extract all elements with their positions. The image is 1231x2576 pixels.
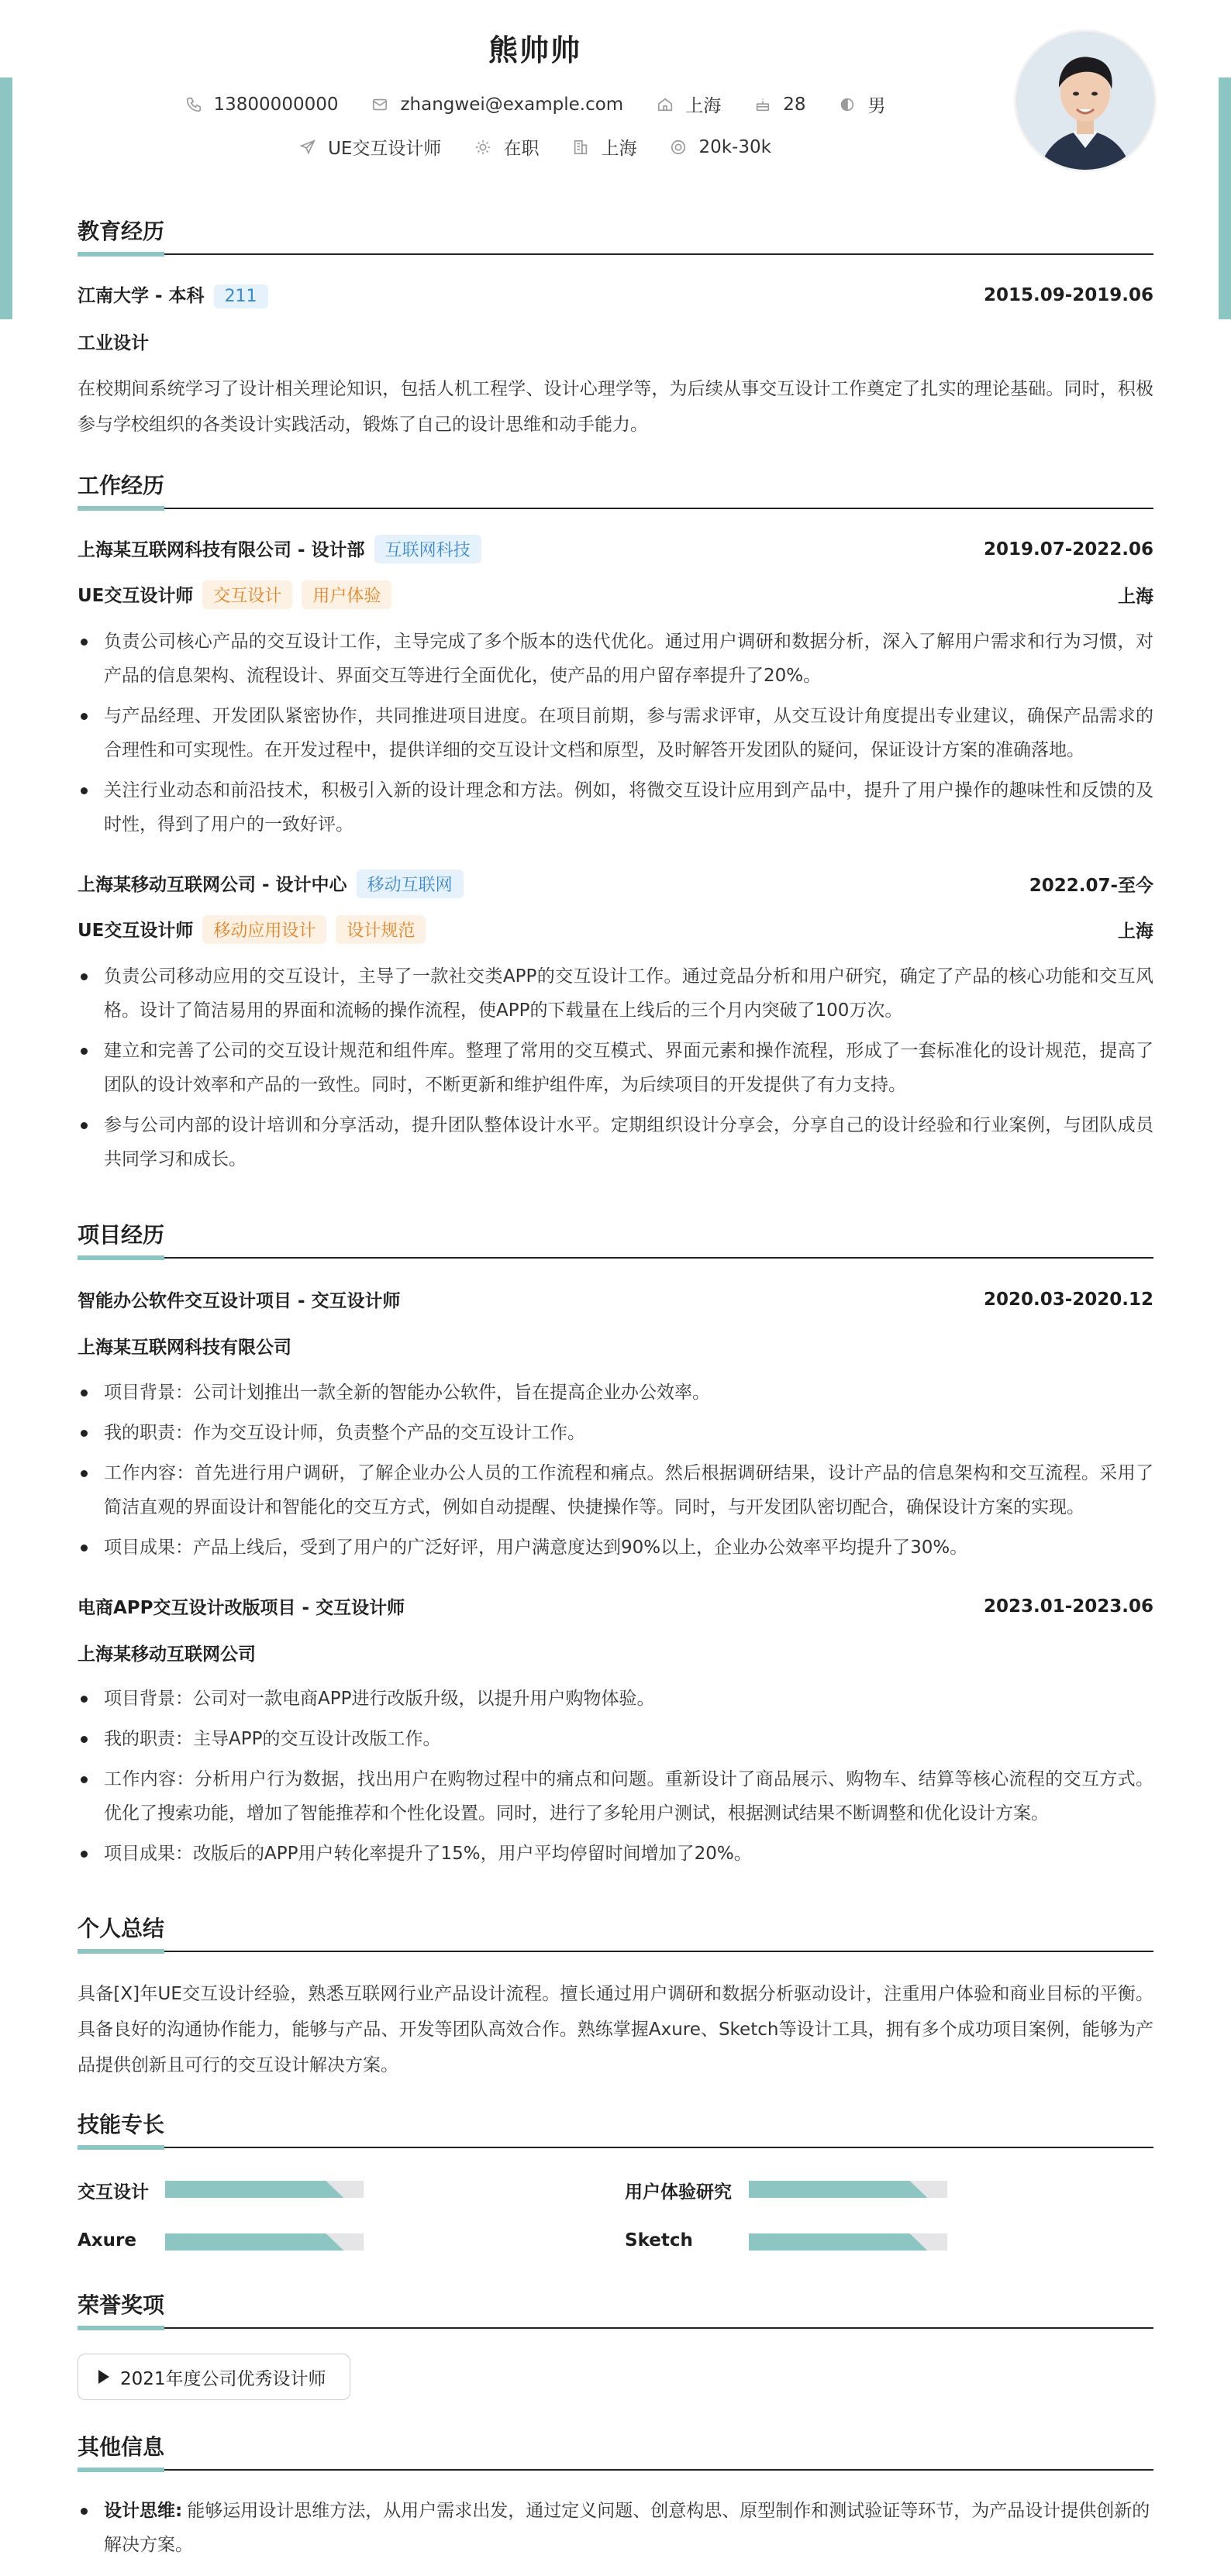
salary-item	[669, 137, 771, 157]
school-tag: 211	[214, 284, 268, 308]
phone-icon	[184, 95, 203, 114]
avatar	[1014, 29, 1157, 172]
work-item-2-bullets	[78, 959, 1153, 1183]
skills-title: 技能专长	[78, 2112, 165, 2137]
home-icon	[656, 95, 674, 114]
other-value: 能够运用设计思维方法，从用户需求出发，通过定义问题、创意构思、原型制作和测试验证等环节，为产品设计提供创新的解决方案。	[104, 2501, 1150, 2555]
summary-title: 个人总结	[78, 1916, 165, 1941]
industry-tag: 移动互联网	[357, 870, 464, 898]
age-item	[753, 95, 805, 115]
project-date: 2020.03-2020.12	[983, 1289, 1153, 1310]
skill-label: Axure	[78, 2230, 136, 2251]
project-company: 上海某互联网科技有限公司	[78, 1338, 291, 1358]
project-company: 上海某移动互联网公司	[78, 1644, 256, 1665]
coin-icon	[669, 138, 688, 157]
list-item: 参与公司内部的设计培训和分享活动，提升团队整体设计水平。定期组织设计分享会，分享自己的设计经验和行业案例，与团队成员共同学习和成长。	[78, 1108, 1153, 1176]
building-icon	[571, 138, 590, 157]
gender-value: 男	[867, 96, 886, 116]
other-item	[78, 2494, 1153, 2562]
list-item: 负责公司核心产品的交互设计工作，主导完成了多个版本的迭代优化。通过用户调研和数据分析，深入了解用户需求和行为习惯，对产品的信息架构、流程设计、界面交互等进行全面优化，使产品的用户留存率提升了20%。	[78, 625, 1153, 693]
gender-icon	[838, 95, 857, 114]
skill-bar	[749, 2181, 947, 2198]
skill-label: 交互设计	[78, 2182, 149, 2202]
work-date: 2019.07-2022.06	[983, 539, 1153, 560]
role-tag: 移动应用设计	[202, 915, 326, 944]
project-1-header	[78, 1286, 1153, 1312]
project-name: 智能办公软件交互设计项目 - 交互设计师	[78, 1291, 401, 1311]
email-value: zhangwei@example.com	[400, 94, 624, 115]
email-item	[371, 95, 623, 115]
section-divider	[78, 2147, 1153, 2148]
role-name: UE交互设计师	[78, 921, 194, 941]
project-2-bullets	[78, 1682, 1153, 1877]
left-accent-bar	[0, 77, 12, 319]
project-date: 2023.01-2023.06	[983, 1596, 1153, 1617]
list-item: 负责公司移动应用的交互设计，主导了一款社交类APP的交互设计工作。通过竞品分析和用户研究，确定了产品的核心功能和交互风格。设计了简洁易用的界面和流畅的操作流程，使APP的下载量在上线后的三个月内突破了100万次。	[78, 959, 1153, 1028]
other-section	[78, 2432, 1153, 2471]
city-item	[656, 91, 721, 117]
education-title: 教育经历	[78, 219, 165, 244]
role-line	[78, 580, 391, 609]
industry-tag: 互联网科技	[374, 535, 481, 563]
work-location: 上海	[1118, 921, 1153, 942]
cake-icon	[753, 95, 772, 114]
education-desc: 在校期间系统学习了设计相关理论知识，包括人机工程学、设计心理学等，为后续从事交互设计工作奠定了扎实的理论基础。同时，积极参与学校组织的各类设计实践活动，锻炼了自己的设计思维和动手能力。	[78, 379, 1153, 435]
project-name: 电商APP交互设计改版项目 - 交互设计师	[78, 1598, 405, 1618]
list-item: 关注行业动态和前沿技术，积极引入新的设计理念和方法。例如，将微交互设计应用到产品中，提升了用户操作的趣味性和反馈的及时性，得到了用户的一致好评。	[78, 773, 1153, 842]
skill-bar	[165, 2181, 364, 2198]
skill-fill	[749, 2233, 927, 2251]
skill-label: 用户体验研究	[625, 2182, 732, 2202]
list-item: 建立和完善了公司的交互设计规范和组件库。整理了常用的交互模式、界面元素和操作流程，形成了一套标准化的设计规范，提高了团队的设计效率和产品的一致性。同时，不断更新和维护组件库，为后续项目的开发提供了有力支持。	[78, 1034, 1153, 1102]
skills-section	[78, 2109, 1153, 2148]
projects-section	[78, 1220, 1153, 1259]
work-date: 2022.07-至今	[1029, 876, 1153, 896]
skill-label: Sketch	[625, 2230, 693, 2251]
skill-fill	[165, 2181, 343, 2198]
list-item: 工作内容：分析用户行为数据，找出用户在购物过程中的痛点和问题。重新设计了商品展示、购物车、结算等核心流程的交互方式。优化了搜索功能，增加了智能推荐和个性化设置。同时，进行了多轮用户测试，根据测试结果不断调整和优化设计方案。	[78, 1762, 1153, 1830]
phone-item	[184, 95, 339, 115]
section-divider	[78, 2327, 1153, 2329]
list-item: 项目背景：公司计划推出一款全新的智能办公软件，旨在提高企业办公效率。	[78, 1376, 1153, 1410]
project-2-header	[78, 1593, 1153, 1619]
status-value: 在职	[503, 139, 540, 159]
salary-value: 20k-30k	[698, 136, 771, 157]
list-item: 我的职责：主导APP的交互设计改版工作。	[78, 1722, 1153, 1756]
project-1-bullets	[78, 1376, 1153, 1571]
other-title: 其他信息	[78, 2434, 165, 2460]
work-title: 工作经历	[78, 473, 165, 498]
list-item: 项目成果：产品上线后，受到了用户的广泛好评，用户满意度达到90%以上，企业办公效率平均提升了30%。	[78, 1531, 1153, 1565]
status-item	[474, 134, 539, 160]
work-item-1-role	[78, 580, 1153, 609]
contact-row	[78, 91, 992, 117]
school-line	[78, 281, 268, 308]
award-item	[78, 2354, 350, 2400]
company-line	[78, 870, 464, 898]
school-name: 江南大学 - 本科	[78, 286, 205, 306]
position-item	[298, 134, 441, 160]
skill-fill	[165, 2233, 343, 2251]
skill-bar	[165, 2233, 364, 2251]
role-tag: 交互设计	[202, 580, 292, 609]
city-value: 上海	[685, 96, 722, 116]
list-item: 项目成果：改版后的APP用户转化率提升了15%，用户平均停留时间增加了20%。	[78, 1837, 1153, 1871]
section-divider	[78, 2469, 1153, 2471]
awards-title: 荣誉奖项	[78, 2292, 165, 2318]
right-accent-bar	[1219, 77, 1231, 319]
phone-value: 13800000000	[213, 94, 339, 115]
role-tag: 用户体验	[302, 580, 391, 609]
skill-fill	[749, 2181, 927, 2198]
awards-section	[78, 2290, 1153, 2329]
award-text: 2021年度公司优秀设计师	[120, 2368, 326, 2389]
work-item-2-role	[78, 915, 1153, 944]
mail-icon	[371, 95, 389, 114]
work-city-item	[571, 134, 636, 160]
section-divider	[78, 1257, 1153, 1259]
summary-text: 具备[X]年UE交互设计经验，熟悉互联网行业产品设计流程。擅长通过用户调研和数据分析驱动设计，注重用户体验和商业目标的平衡。具备良好的沟通协作能力，能够与产品、开发等团队高效合作。熟练掌握Axure、Sketch等设计工具，拥有多个成功项目案例，能够为产品提供创新且可行的交互设计解决方案。	[78, 1984, 1153, 2075]
skill-bar	[749, 2233, 947, 2251]
work-item-1-bullets	[78, 625, 1153, 848]
education-section	[78, 216, 1153, 255]
company-line	[78, 535, 481, 563]
job-intent-row	[78, 134, 992, 160]
age-value: 28	[783, 94, 806, 115]
candidate-name: 熊帅帅	[488, 33, 581, 67]
sun-icon	[474, 138, 492, 157]
projects-title: 项目经历	[78, 1222, 165, 1248]
major-name: 工业设计	[78, 333, 149, 353]
section-divider	[78, 508, 1153, 509]
play-icon	[98, 2370, 109, 2384]
send-icon	[298, 138, 317, 157]
gender-item	[838, 91, 885, 117]
work-item-1-header	[78, 535, 1153, 563]
work-location: 上海	[1118, 587, 1153, 607]
work-item-2-header	[78, 870, 1153, 898]
education-date: 2015.09-2019.06	[983, 284, 1153, 305]
role-tag: 设计规范	[336, 915, 426, 944]
work-city-value: 上海	[601, 139, 637, 159]
section-divider	[78, 253, 1153, 255]
other-key: 设计思维:	[104, 2501, 183, 2521]
list-item: 工作内容：首先进行用户调研，了解企业办公人员的工作流程和痛点。然后根据调研结果，设计产品的信息架构和交互流程。采用了简洁直观的界面设计和智能化的交互方式，例如自动提醒、快捷操作等。同时，与开发团队密切配合，确保设计方案的实现。	[78, 1456, 1153, 1524]
section-divider	[78, 1951, 1153, 1952]
role-line	[78, 915, 426, 944]
position-value: UE交互设计师	[328, 139, 442, 159]
role-name: UE交互设计师	[78, 586, 194, 606]
list-item: 项目背景：公司对一款电商APP进行改版升级，以提升用户购物体验。	[78, 1682, 1153, 1716]
education-header	[78, 281, 1153, 308]
list-item: 我的职责：作为交互设计师，负责整个产品的交互设计工作。	[78, 1416, 1153, 1450]
summary-section	[78, 1913, 1153, 1952]
company-name: 上海某互联网科技有限公司 - 设计部	[78, 540, 365, 560]
work-section	[78, 470, 1153, 509]
list-item: 与产品经理、开发团队紧密协作，共同推进项目进度。在项目前期，参与需求评审，从交互设计角度提出专业建议，确保产品需求的合理性和可实现性。在开发过程中，提供详细的交互设计文档和原型，及时解答开发团队的疑问，保证设计方案的准确落地。	[78, 699, 1153, 767]
company-name: 上海某移动互联网公司 - 设计中心	[78, 875, 347, 895]
